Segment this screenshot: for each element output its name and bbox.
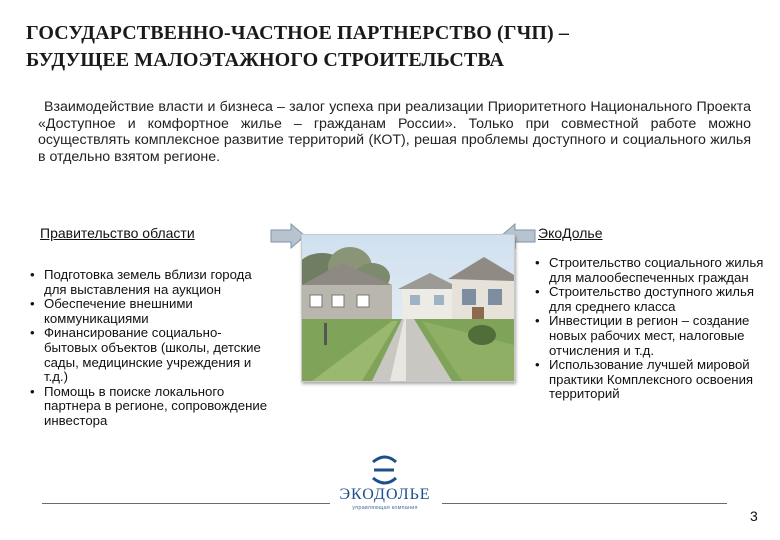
logo-subtitle: управляющая компания — [352, 505, 418, 511]
footer-divider-right — [442, 503, 727, 504]
intro-paragraph: Взаимодействие власти и бизнеса – залог успеха при реализации Приоритетного Национального Проекта «Доступное и комфортное жилье – гражданам России». Только при совместной работе можно осуществлять комплексное развитие территорий (КОТ), решая проблемы доступного и социального жилья в отдельно взятом регионе. — [38, 99, 751, 165]
footer-divider-left — [42, 503, 330, 504]
logo-wordmark: ЭКОДОЛЬЕ — [339, 486, 431, 503]
list-item: • Инвестиции в регион – создание новых рабочих мест, налоговые отчисления и т.д. — [533, 314, 778, 358]
list-item: • Помощь в поиске локального партнера в регионе, сопровождение инвестора — [28, 385, 273, 429]
list-item: • Подготовка земель вблизи города для выставления на аукцион — [28, 268, 273, 297]
slide-title — [26, 20, 766, 74]
title-line-1: ГОСУДАРСТВЕННО-ЧАСТНОЕ ПАРТНЕРСТВО (ГЧП) – — [26, 22, 569, 44]
right-column-heading: ЭкоДолье — [538, 225, 603, 241]
right-bullet-list — [533, 256, 778, 402]
list-item: • Строительство доступного жилья для среднего класса — [533, 285, 778, 314]
list-item: • Обеспечение внешними коммуникациями — [28, 297, 273, 326]
left-column-heading: Правительство области — [40, 225, 195, 241]
list-item: • Строительство социального жилья для малообеспеченных граждан — [533, 256, 778, 285]
page-number: 3 — [750, 508, 758, 524]
neighborhood-photo — [301, 234, 515, 382]
list-item: • Использование лучшей мировой практики Комплексного освоения территорий — [533, 358, 778, 402]
street-houses-image — [302, 235, 514, 381]
left-bullet-list — [28, 268, 273, 429]
list-item: • Финансирование социально-бытовых объектов (школы, детские сады, медицинские учреждения и т.д.) — [28, 326, 273, 384]
title-line-2: БУДУЩЕЕ МАЛОЭТАЖНОГО СТРОИТЕЛЬСТВА — [26, 49, 505, 71]
